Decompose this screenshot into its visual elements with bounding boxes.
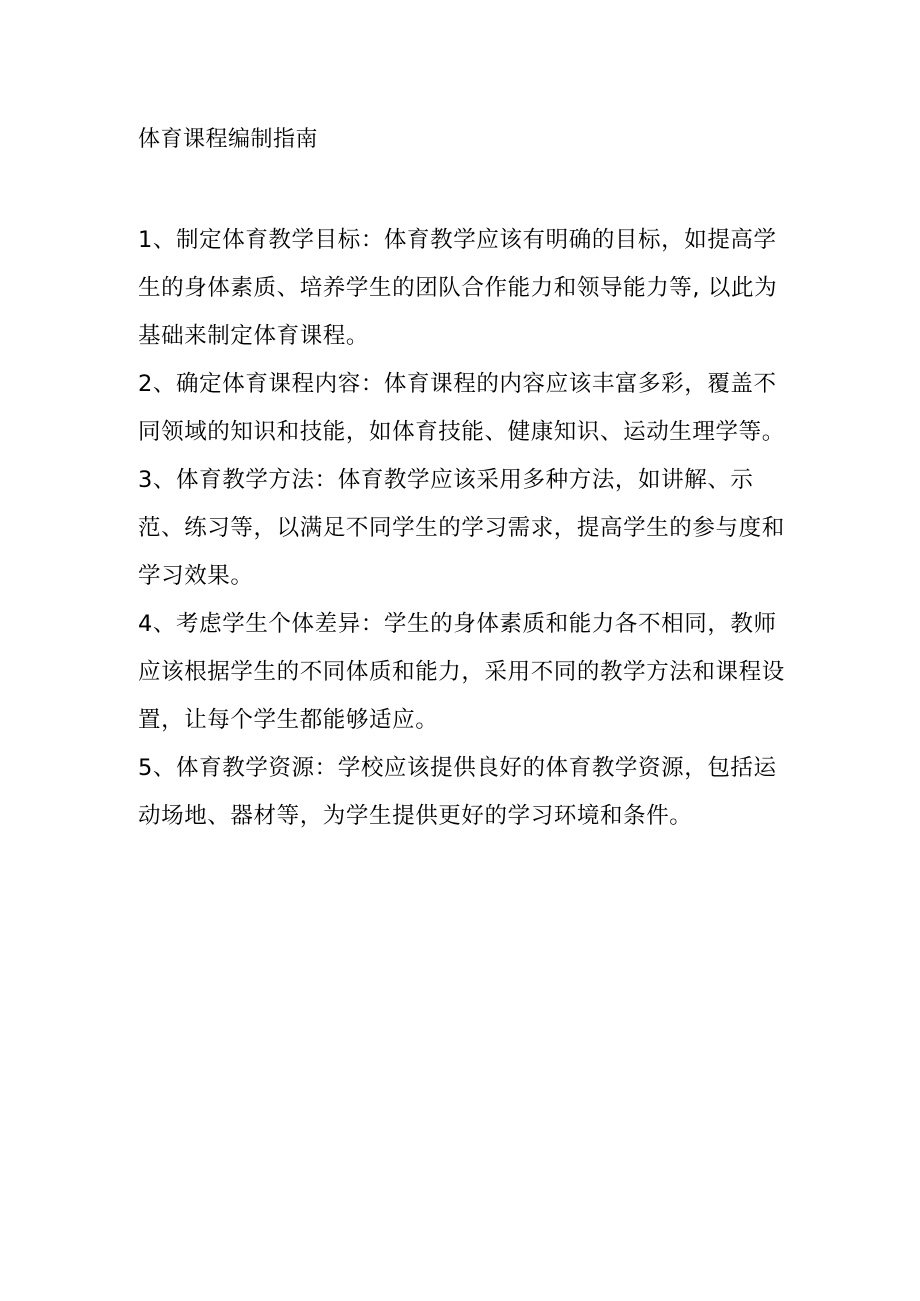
paragraph-1: 1、制定体育教学目标：体育教学应该有明确的目标，如提高学生的身体素质、培养学生的团队合作能力和领导能力等, 以此为基础来制定体育课程。 [138,227,778,349]
paragraph-2: 2、确定体育课程内容：体育课程的内容应该丰富多彩，覆盖不同领域的知识和技能，如体育技能、健康知识、运动生理学等。 [138,371,785,445]
document-body [138,216,798,840]
paragraph-4: 4、考虑学生个体差异：学生的身体素质和能力各不相同，教师应该根据学生的不同体质和能力，采用不同的教学方法和课程设置，让每个学生都能够适应。 [138,611,785,733]
paragraph-3: 3、体育教学方法：体育教学应该采用多种方法，如讲解、示范、练习等，以满足不同学生的学习需求，提高学生的参与度和学习效果。 [138,467,785,589]
document-title: 体育课程编制指南 [138,127,319,152]
paragraph-5: 5、体育教学资源：学校应该提供良好的体育教学资源，包括运动场地、器材等，为学生提供更好的学习环境和条件。 [138,755,777,829]
